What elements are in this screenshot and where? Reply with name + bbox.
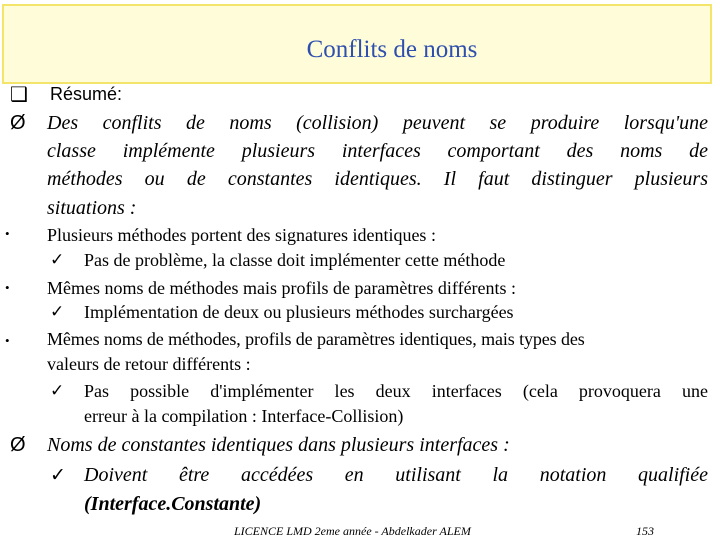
check-icon: ✓: [50, 465, 66, 486]
case3-sub-line-2: erreur à la compilation : Interface-Collision): [84, 406, 404, 426]
footer-text: LICENCE LMD 2eme année - Abdelkader ALEM: [234, 524, 471, 538]
arrow-bullet-icon: Ø: [10, 434, 26, 456]
page-number: 153: [636, 524, 654, 538]
intro-line-1: Des conflits de noms (collision) peuvent se produire lorsqu'une: [47, 112, 708, 134]
dot-bullet-icon: •: [5, 333, 10, 348]
dot-bullet-icon: •: [5, 226, 10, 241]
case2-text: Mêmes noms de méthodes mais profils de paramètres différents :: [47, 278, 517, 298]
box-bullet-icon: ❑: [10, 84, 28, 106]
case2-sub: Implémentation de deux ou plusieurs méthodes surchargées: [84, 302, 514, 322]
summary-label: Résumé:: [50, 84, 123, 104]
dot-bullet-icon: •: [5, 280, 10, 295]
case3-line-1: Mêmes noms de méthodes, profils de paramètres identiques, mais types des: [47, 329, 585, 349]
check-icon: ✓: [50, 250, 65, 269]
slide-title: Conflits de noms: [306, 36, 478, 63]
constants-sub-line-2: (Interface.Constante): [84, 493, 262, 515]
intro-line-2: classe implémente plusieurs interfaces comportant des noms de: [47, 140, 708, 162]
case1-text: Plusieurs méthodes portent des signatures identiques :: [47, 225, 436, 245]
constants-text: Noms de constantes identiques dans plusieurs interfaces :: [47, 434, 510, 456]
intro-line-3: méthodes ou de constantes identiques. Il faut distinguer plusieurs: [47, 168, 708, 190]
title-box: [2, 4, 712, 84]
case1-sub: Pas de problème, la classe doit implémenter cette méthode: [84, 250, 506, 270]
case3-line-2: valeurs de retour différents :: [47, 354, 251, 374]
check-icon: ✓: [50, 381, 65, 400]
case3-sub-line-1: Pas possible d'implémenter les deux interfaces (cela provoquera une: [84, 381, 708, 401]
arrow-bullet-icon: Ø: [10, 112, 26, 134]
intro-line-4: situations :: [47, 197, 137, 219]
check-icon: ✓: [50, 302, 65, 321]
constants-sub-line-1: Doivent être accédées en utilisant la notation qualifiée: [84, 464, 708, 486]
